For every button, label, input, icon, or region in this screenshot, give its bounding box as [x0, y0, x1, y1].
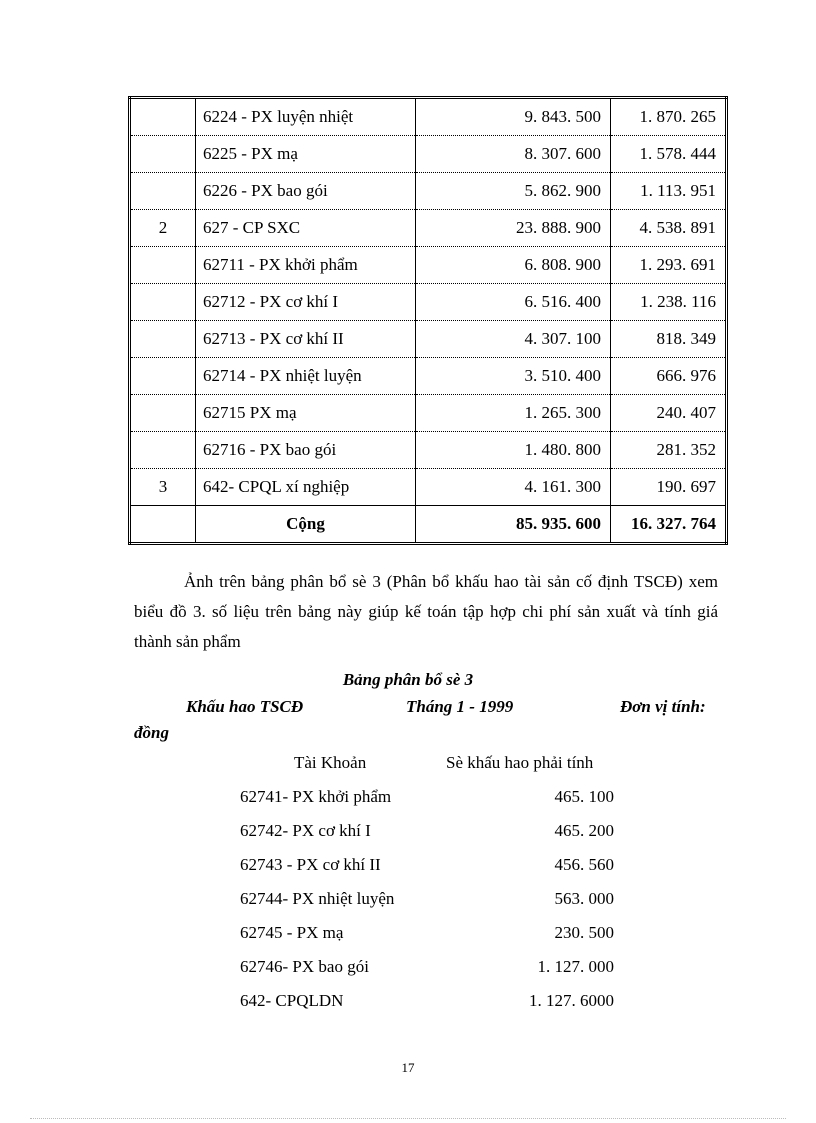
list-item-value: 456. 560 — [554, 855, 614, 874]
amount-cell: 23. 888. 900 — [416, 210, 611, 247]
unit-label: Đơn vị tính: — [620, 697, 706, 716]
amount-cell: 9. 843. 500 — [416, 98, 611, 136]
depreciation-cell: 666. 976 — [611, 358, 727, 395]
list-item-value: 230. 500 — [554, 923, 614, 942]
amount-cell: 5. 862. 900 — [416, 173, 611, 210]
depreciation-cell: 281. 352 — [611, 432, 727, 469]
depreciation-cell: 1. 238. 116 — [611, 284, 727, 321]
allocation-period: Tháng 1 - 1999 — [406, 697, 514, 716]
account-cell: 62715 PX mạ — [196, 395, 416, 432]
account-cell: 62712 - PX cơ khí I — [196, 284, 416, 321]
row-number — [130, 432, 196, 469]
table-row — [130, 284, 727, 321]
account-cell: 642- CPQL xí nghiệp — [196, 469, 416, 506]
list-item-value: 563. 000 — [554, 889, 614, 908]
list-item-value: 1. 127. 6000 — [529, 991, 614, 1010]
amount-cell: 4. 307. 100 — [416, 321, 611, 358]
table-row — [130, 173, 727, 210]
amount-cell: 1. 480. 800 — [416, 432, 611, 469]
amount-cell: 6. 516. 400 — [416, 284, 611, 321]
depreciation-cell: 1. 113. 951 — [611, 173, 727, 210]
page-number: 17 — [401, 1060, 415, 1075]
account-cell: 627 - CP SXC — [196, 210, 416, 247]
account-cell: 6224 - PX luyện nhiệt — [196, 98, 416, 136]
footer-divider — [30, 1118, 786, 1119]
row-number — [130, 321, 196, 358]
amount-cell: 3. 510. 400 — [416, 358, 611, 395]
total-label: Cộng — [196, 506, 416, 544]
row-number — [130, 247, 196, 284]
amount-cell: 6. 808. 900 — [416, 247, 611, 284]
column-header-value: Sè khấu hao phải tính — [446, 753, 594, 772]
row-number — [130, 358, 196, 395]
row-number: 2 — [130, 210, 196, 247]
account-cell: 62713 - PX cơ khí II — [196, 321, 416, 358]
list-item — [240, 923, 614, 951]
amount-cell: 8. 307. 600 — [416, 136, 611, 173]
table-row — [130, 395, 727, 432]
list-item-account: 62743 - PX cơ khí II — [240, 855, 381, 874]
list-item — [240, 787, 614, 815]
unit-value: đồng — [134, 723, 169, 742]
table-row — [130, 358, 727, 395]
list-item-account: 62746- PX bao gói — [240, 957, 369, 976]
row-number — [130, 173, 196, 210]
list-item — [240, 957, 614, 985]
list-item-account: 62742- PX cơ khí I — [240, 821, 371, 840]
list-item-value: 465. 100 — [554, 787, 614, 806]
depreciation-cell: 818. 349 — [611, 321, 727, 358]
depreciation-cell: 1. 578. 444 — [611, 136, 727, 173]
list-item — [240, 821, 614, 849]
list-item — [240, 855, 614, 883]
table-row — [130, 210, 727, 247]
column-header-account: Tài Khoản — [294, 753, 367, 772]
depreciation-cell: 4. 538. 891 — [611, 210, 727, 247]
depreciation-cell: 1. 870. 265 — [611, 98, 727, 136]
amount-cell: 1. 265. 300 — [416, 395, 611, 432]
row-number — [130, 395, 196, 432]
table-row — [130, 136, 727, 173]
amount-cell: 4. 161. 300 — [416, 469, 611, 506]
list-item-value: 1. 127. 000 — [537, 957, 614, 976]
cost-table — [128, 96, 728, 545]
list-item-account: 62744- PX nhiệt luyện — [240, 889, 395, 908]
list-item — [240, 889, 614, 917]
table-row — [130, 432, 727, 469]
allocation-title: Bảng phân bổ sè 3 — [342, 670, 474, 689]
depreciation-cell: 1. 293. 691 — [611, 247, 727, 284]
table-row — [130, 247, 727, 284]
account-cell: 62711 - PX khởi phẩm — [196, 247, 416, 284]
total-number — [130, 506, 196, 544]
account-cell: 62714 - PX nhiệt luyện — [196, 358, 416, 395]
account-cell: 62716 - PX bao gói — [196, 432, 416, 469]
total-amount: 85. 935. 600 — [416, 506, 611, 544]
depreciation-cell: 240. 407 — [611, 395, 727, 432]
row-number: 3 — [130, 469, 196, 506]
account-cell: 6226 - PX bao gói — [196, 173, 416, 210]
list-item-account: 62741- PX khởi phẩm — [240, 787, 392, 806]
body-paragraph: Ảnh trên bảng phân bổ sè 3 (Phân bổ khấu hao tài sản cố định TSCĐ) xem biểu đồ 3. số liệu trên bảng này giúp kế toán tập hợp chi phí sản xuất và tính giá thành sản phẩm — [134, 572, 718, 651]
row-number — [130, 98, 196, 136]
list-item-account: 642- CPQLDN — [240, 991, 344, 1010]
table-row — [130, 98, 727, 136]
total-depreciation: 16. 327. 764 — [611, 506, 727, 544]
allocation-subject: Khấu hao TSCĐ — [186, 697, 304, 716]
list-item — [240, 991, 614, 1019]
list-item-value: 465. 200 — [554, 821, 614, 840]
row-number — [130, 136, 196, 173]
list-item-account: 62745 - PX mạ — [240, 923, 344, 942]
depreciation-cell: 190. 697 — [611, 469, 727, 506]
row-number — [130, 284, 196, 321]
table-row — [130, 469, 727, 506]
table-row — [130, 321, 727, 358]
account-cell: 6225 - PX mạ — [196, 136, 416, 173]
total-row — [130, 506, 727, 544]
